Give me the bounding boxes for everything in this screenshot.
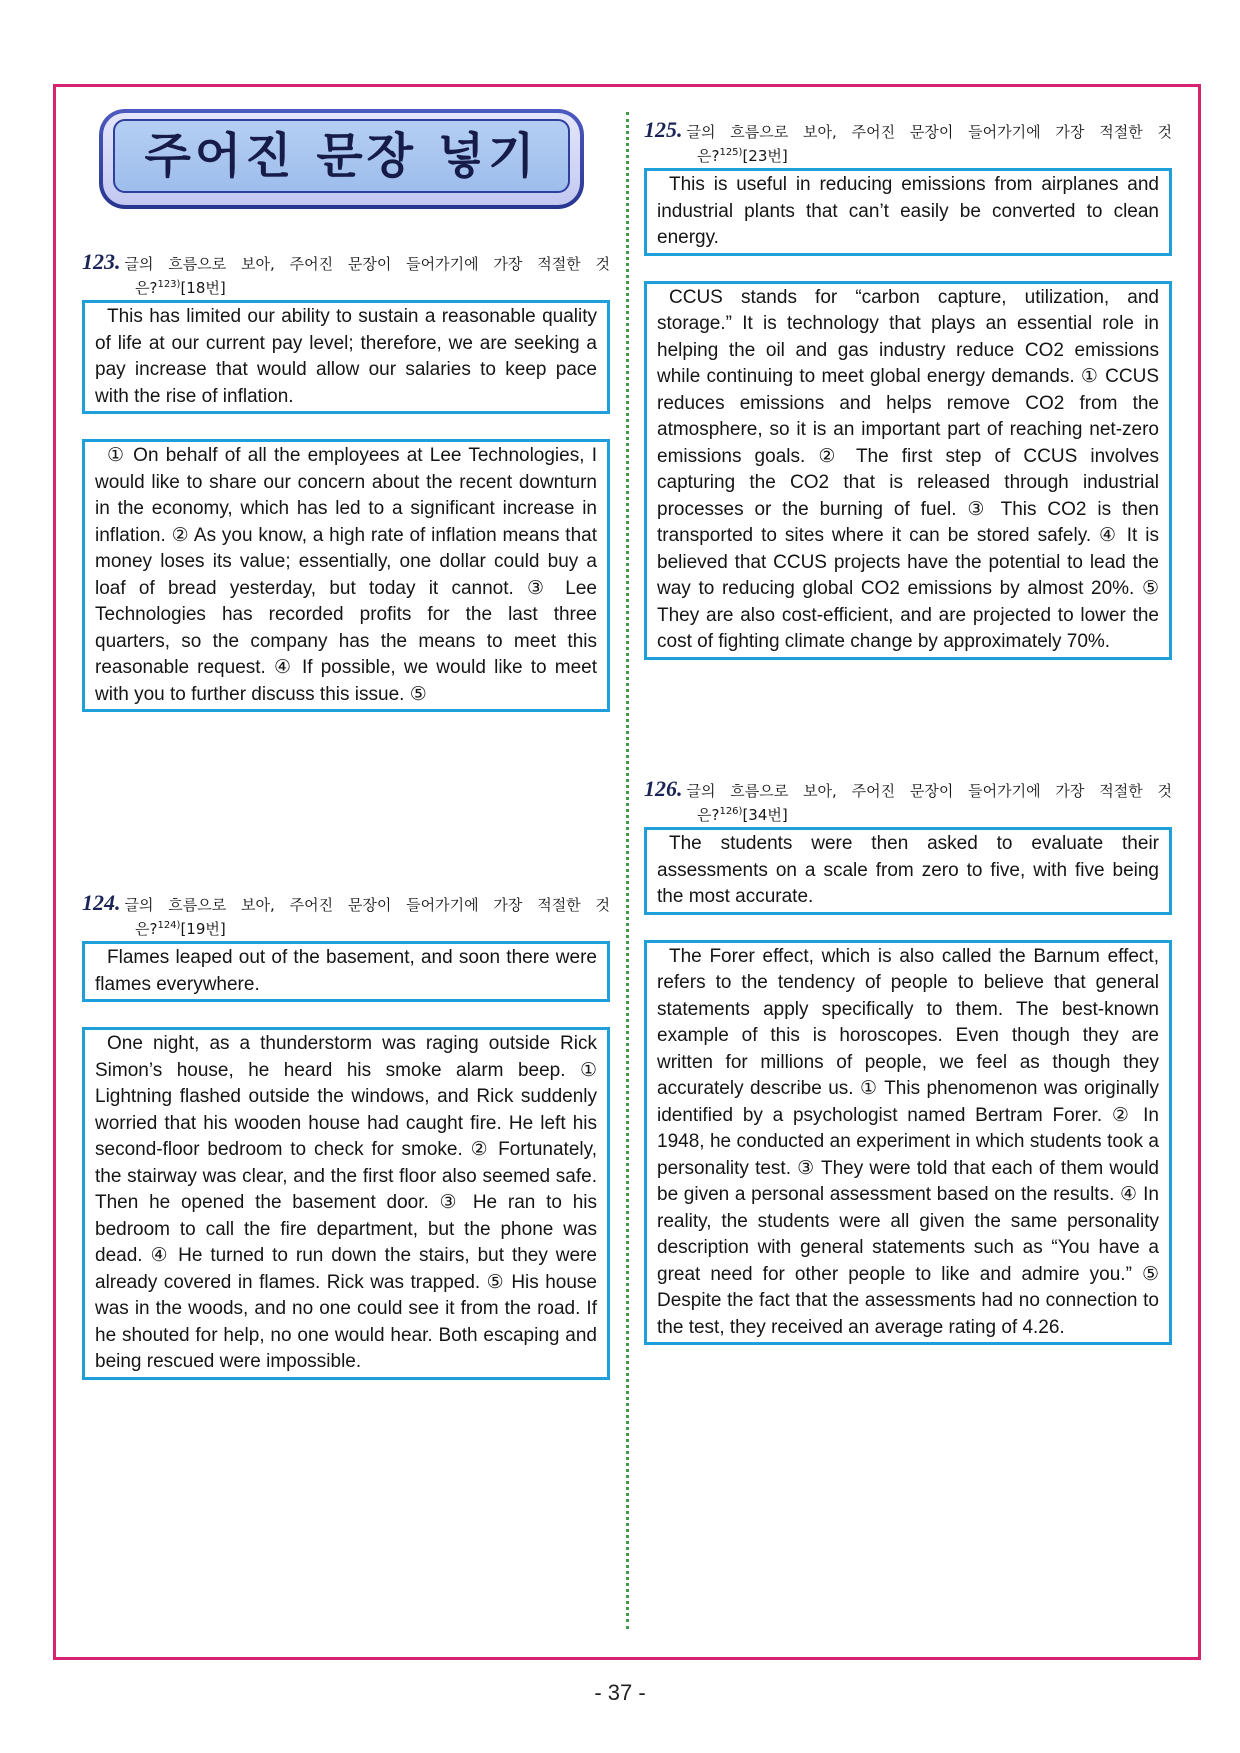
question-source: [19번] bbox=[180, 920, 226, 938]
section-title-banner bbox=[99, 109, 584, 209]
section-title: 주어진 문장 넣기 bbox=[144, 128, 539, 184]
question-125 bbox=[644, 117, 1172, 685]
question-prompt-line bbox=[644, 117, 1172, 145]
question-header bbox=[82, 249, 610, 300]
question-header bbox=[644, 776, 1172, 827]
banner-frame bbox=[103, 113, 580, 205]
question-prompt-tail: 은? bbox=[135, 279, 158, 297]
question-prompt-tail: 은? bbox=[697, 806, 720, 824]
question-prompt: 글의 흐름으로 보아, 주어진 문장이 들어가기에 가장 적절한 것 bbox=[124, 255, 610, 273]
question-source: [23번] bbox=[742, 147, 788, 165]
question-prompt-tail-line bbox=[644, 145, 1172, 167]
question-prompt-tail-line bbox=[82, 918, 610, 940]
given-sentence-box: This is useful in reducing emissions from airplanes and industrial plants that can’t easily be converted to clean energy. bbox=[644, 168, 1172, 256]
question-number: 124. bbox=[82, 890, 121, 915]
footnote-marker: 126) bbox=[719, 806, 743, 817]
banner-panel bbox=[113, 119, 570, 193]
passage-box: One night, as a thunderstorm was raging outside Rick Simon’s house, he heard his smoke alarm beep. ① Lightning flashed outside the windows, and Rick suddenly worried that his wooden house had caught fire. He left his second-floor bedroom to check for smoke. ② Fortunately, the stairway was clear, and the first floor also seemed safe. Then he opened the basement door. ③ He ran to his bedroom to call the fire department, but the phone was dead. ④ He turned to run down the stairs, but they were already covered in flames. Rick was trapped. ⑤ His house was in the woods, and no one could see it from the road. If he shouted for help, no one would hear. Both escaping and being rescued were impossible. bbox=[82, 1027, 610, 1380]
question-header bbox=[82, 890, 610, 941]
question-126 bbox=[644, 776, 1172, 1370]
given-sentence-box: The students were then asked to evaluate their assessments on a scale from zero to five, with five being the most accurate. bbox=[644, 827, 1172, 915]
given-sentence-box: Flames leaped out of the basement, and soon there were flames everywhere. bbox=[82, 941, 610, 1002]
question-prompt: 글의 흐름으로 보아, 주어진 문장이 들어가기에 가장 적절한 것 bbox=[124, 896, 610, 914]
question-prompt-tail-line bbox=[644, 804, 1172, 826]
question-number: 125. bbox=[644, 117, 683, 142]
footnote-marker: 124) bbox=[157, 920, 181, 931]
question-number: 126. bbox=[644, 776, 683, 801]
footnote-marker: 125) bbox=[719, 147, 743, 158]
question-source: [18번] bbox=[180, 279, 226, 297]
question-source: [34번] bbox=[742, 806, 788, 824]
question-prompt-line bbox=[644, 776, 1172, 804]
question-prompt-tail-line bbox=[82, 277, 610, 299]
passage-box: CCUS stands for “carbon capture, utilization, and storage.” It is technology that plays an essential role in helping the oil and gas industry reduce CO2 emissions while continuing to meet global energy demands. ① CCUS reduces emissions and helps remove CO2 from the atmosphere, so it is an important part of reaching net-zero emissions goals. ② The first step of CCUS involves capturing the CO2 that is released through industrial processes or the burning of fuel. ③ This CO2 is then transported to sites where it can be stored safely. ④ It is believed that CCUS projects have the potential to lead the way to reducing global CO2 emissions by almost 20%. ⑤ They are also cost-efficient, and are projected to lower the cost of fighting climate change by approximately 70%. bbox=[644, 281, 1172, 660]
given-sentence-box: This has limited our ability to sustain a reasonable quality of life at our current pay level; therefore, we are seeking a pay increase that would allow our salaries to keep pace with the rise of inflation. bbox=[82, 300, 610, 414]
column-divider bbox=[626, 112, 629, 1629]
question-123 bbox=[82, 249, 610, 737]
passage-box: The Forer effect, which is also called the Barnum effect, refers to the tendency of people to believe that general statements apply specifically to them. The best-known example of this is horoscopes. Even though they are written for millions of people, we feel as though they accurately describe us. ① This phenomenon was originally identified by a psychologist named Bertram Forer. ② In 1948, he conducted an experiment in which students took a personality test. ③ They were told that each of them would be given a personal assessment based on the results. ④ In reality, the students were all given the same personality description with general statements such as “You have a great need for other people to like and admire you.” ⑤ Despite the fact that the assessments had no connection to the test, they received an average rating of 4.26. bbox=[644, 940, 1172, 1346]
page-number: - 37 - bbox=[594, 1680, 646, 1705]
question-124 bbox=[82, 890, 610, 1405]
question-prompt-tail: 은? bbox=[697, 147, 720, 165]
question-prompt-line bbox=[82, 249, 610, 277]
passage-box: ① On behalf of all the employees at Lee Technologies, I would like to share our concern about the recent downturn in the economy, which has led to a significant increase in inflation. ② As you know, a high rate of inflation means that money loses its value; essentially, one dollar could buy a loaf of bread yesterday, but today it cannot. ③ Lee Technologies has recorded profits for the last three quarters, so the company has the means to meet this reasonable request. ④ If possible, we would like to meet with you to further discuss this issue. ⑤ bbox=[82, 439, 610, 712]
question-prompt: 글의 흐름으로 보아, 주어진 문장이 들어가기에 가장 적절한 것 bbox=[686, 782, 1172, 800]
question-prompt-tail: 은? bbox=[135, 920, 158, 938]
question-header bbox=[644, 117, 1172, 168]
footnote-marker: 123) bbox=[157, 279, 181, 290]
question-prompt-line bbox=[82, 890, 610, 918]
question-prompt: 글의 흐름으로 보아, 주어진 문장이 들어가기에 가장 적절한 것 bbox=[686, 123, 1172, 141]
question-number: 123. bbox=[82, 249, 121, 274]
